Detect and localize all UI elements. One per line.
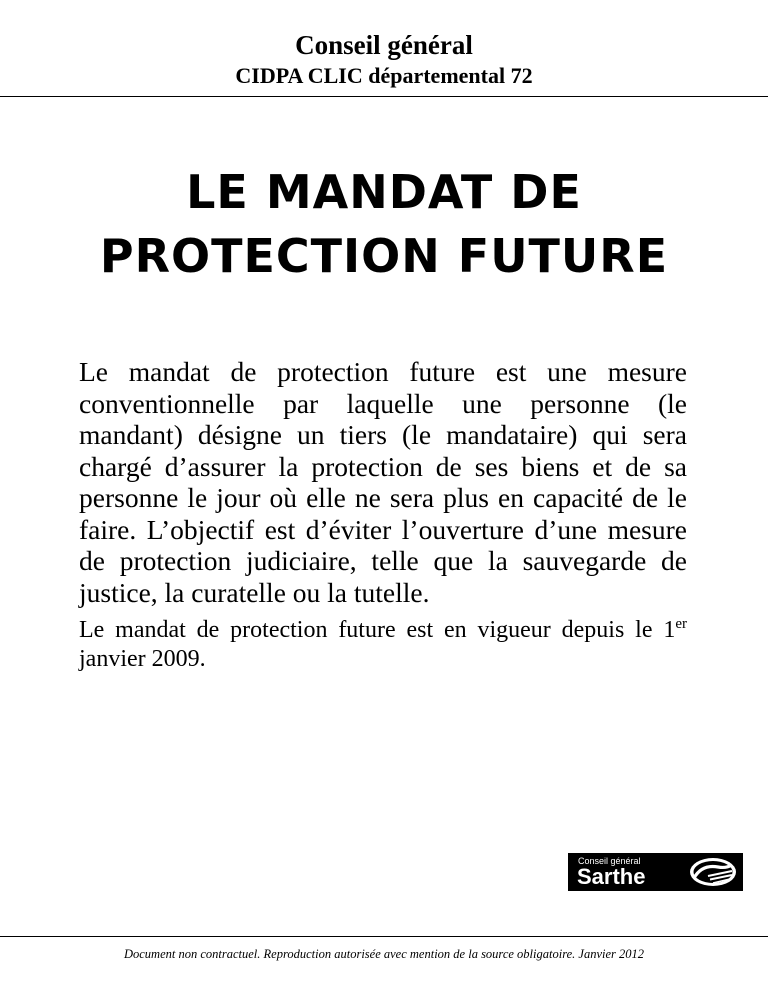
document-header — [0, 28, 768, 90]
header-divider — [0, 96, 768, 97]
definition-paragraph: Le mandat de protection future est une mesure conventionnelle par laquelle une personne (le mandant) désigne un tiers (le mandataire) qui sera chargé d’assurer la protection de ses biens et de sa personne le jour où elle ne sera plus en capacité de le faire. L’objectif est d’éviter l’ouverture d’une mesure de protection judiciaire, telle que la sauvegarde de justice, la curatelle ou la tutelle. — [79, 356, 687, 608]
sarthe-emblem-icon — [688, 856, 738, 888]
body-content — [79, 356, 687, 674]
footer — [0, 946, 768, 962]
footer-divider — [0, 936, 768, 937]
logo-big-text: Sarthe — [577, 864, 646, 889]
sarthe-logo — [568, 853, 743, 891]
page-title — [0, 160, 768, 288]
title-line-1: LE MANDAT DE — [186, 165, 582, 219]
effective-date-end: janvier 2009. — [79, 646, 206, 672]
footer-disclaimer: Document non contractuel. Reproduction autorisée avec mention de la source obligatoire. — [123, 947, 576, 961]
header-department: CIDPA CLIC départemental 72 — [235, 63, 533, 88]
effective-date-paragraph — [79, 616, 687, 674]
title-line-2: PROTECTION FUTURE — [99, 229, 669, 283]
logo-small-text: Conseil général — [578, 856, 641, 866]
ordinal-superscript: er — [675, 616, 687, 632]
effective-date-text: Le mandat de protection future est en vigueur depuis le 1 — [79, 617, 676, 643]
footer-date: Janvier 2012 — [578, 947, 645, 961]
header-organization: Conseil général — [295, 30, 473, 60]
